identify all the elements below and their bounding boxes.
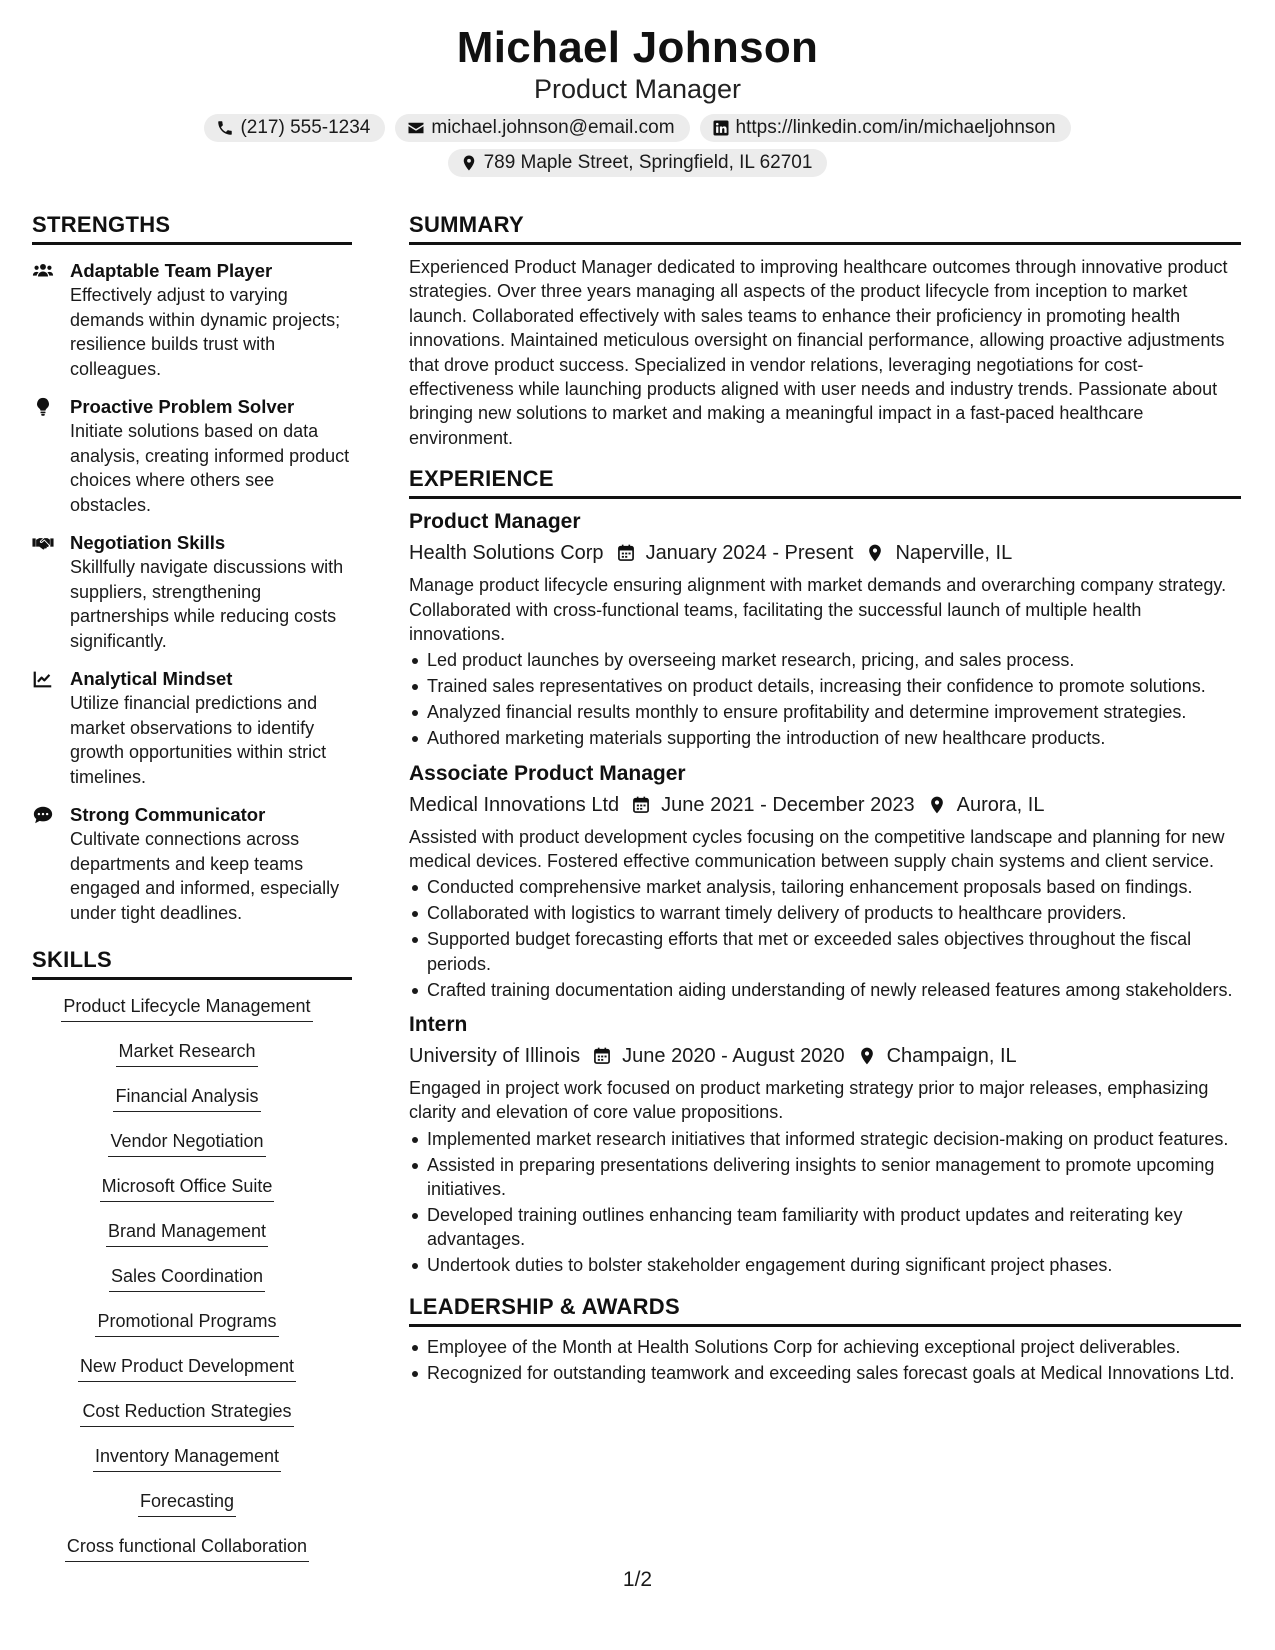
address-row [0, 149, 1275, 177]
linkedin-icon [712, 119, 730, 137]
leadership-heading: LEADERSHIP & AWARDS [409, 1294, 1241, 1327]
job-title: Intern [409, 1012, 468, 1036]
left-column [32, 212, 352, 1579]
job-dates: June 2020 - August 2020 [622, 1044, 845, 1067]
job-location: Aurora, IL [956, 793, 1045, 816]
address-text: 789 Maple Street, Springfield, IL 62701 [483, 152, 813, 173]
skill-tag: New Product Development [78, 1354, 296, 1382]
calendar-icon [616, 543, 636, 563]
chart-line-icon [32, 668, 54, 690]
strength-desc: Initiate solutions based on data analysis, creating informed product choices where others see obstacles. [70, 421, 350, 515]
chat-bubble-icon [32, 804, 54, 826]
job-location: Naperville, IL [895, 542, 1013, 565]
strength-desc: Skillfully navigate discussions with suppliers, strengthening partnerships while reducing costs significantly. [70, 557, 344, 651]
candidate-role: Product Manager [533, 74, 742, 104]
location-pin-icon [460, 154, 478, 172]
bullet-item: Assisted in preparing presentations delivering insights to senior management to promote upcoming initiatives. [427, 1153, 1241, 1202]
bullet-item: Trained sales representatives on product details, increasing their confidence to promote solutions. [427, 674, 1241, 698]
bullet-item: Led product launches by overseeing market research, pricing, and sales process. [427, 648, 1241, 672]
location-pin-icon [927, 795, 947, 815]
bullet-item: Authored marketing materials supporting the introduction of new healthcare products. [427, 726, 1241, 750]
job-description: Assisted with product development cycles focusing on the competitive landscape and planning for new medical devices. Fostered effective communication between supply chain systems and client service. [409, 826, 1225, 871]
bullet-item: Undertook duties to bolster stakeholder engagement during significant project phases. [427, 1253, 1241, 1277]
email-text: michael.johnson@email.com [431, 117, 675, 138]
job-description: Engaged in project work focused on product marketing strategy prior to major releases, emphasizing clarity and elevation of core value propositions. [409, 1077, 1209, 1123]
bullet-item: Employee of the Month at Health Solutions Corp for achieving exceptional project deliverables. [427, 1335, 1241, 1359]
bullet-item: Analyzed financial results monthly to ensure profitability and determine improvement strategies. [427, 700, 1241, 724]
job-bullets [409, 1127, 1241, 1278]
strengths-heading: STRENGTHS [32, 212, 352, 245]
bullet-item: Recognized for outstanding teamwork and exceeding sales forecast goals at Medical Innovations Ltd. [427, 1361, 1241, 1385]
strength-item [32, 667, 352, 789]
skill-tag: Vendor Negotiation [108, 1129, 265, 1157]
calendar-icon [631, 795, 651, 815]
skill-tag: Brand Management [106, 1219, 268, 1247]
bullet-item: Developed training outlines enhancing team familiarity with product updates and reiterating key advantages. [427, 1203, 1241, 1252]
location-pin-icon [857, 1046, 877, 1066]
skill-tag: Cost Reduction Strategies [80, 1399, 293, 1427]
bullet-item: Supported budget forecasting efforts that met or exceeded sales objectives throughout the fiscal periods. [427, 927, 1241, 976]
lightbulb-icon [32, 396, 54, 418]
job-entry [409, 1012, 1241, 1278]
users-icon [32, 260, 54, 282]
skill-tag: Microsoft Office Suite [100, 1174, 275, 1202]
skill-tag: Sales Coordination [109, 1264, 265, 1292]
job-dates: June 2021 - December 2023 [661, 793, 915, 816]
email-pill[interactable] [395, 114, 689, 142]
contact-row [0, 114, 1275, 142]
job-title: Product Manager [409, 510, 581, 534]
strength-desc: Effectively adjust to varying demands within dynamic projects; resilience builds trust with colleagues. [70, 285, 341, 379]
skill-tag: Financial Analysis [113, 1084, 260, 1112]
strength-title: Proactive Problem Solver [70, 396, 295, 417]
experience-heading: EXPERIENCE [409, 466, 1241, 499]
strength-item [32, 803, 352, 925]
bullet-item: Collaborated with logistics to warrant timely delivery of products to healthcare providers. [427, 901, 1241, 925]
job-company: Medical Innovations Ltd [409, 793, 620, 816]
job-meta [409, 1043, 1241, 1069]
strength-title: Negotiation Skills [70, 532, 226, 553]
job-meta [409, 540, 1241, 566]
strength-item [32, 259, 352, 381]
handshake-icon [32, 532, 54, 554]
strength-title: Analytical Mindset [70, 668, 233, 689]
job-entry [409, 509, 1241, 750]
linkedin-pill[interactable] [700, 114, 1071, 142]
job-title: Associate Product Manager [409, 761, 686, 785]
job-company: Health Solutions Corp [409, 542, 604, 565]
right-column [409, 212, 1241, 1387]
skills-list [32, 994, 352, 1579]
leadership-bullets [409, 1335, 1241, 1385]
phone-pill[interactable] [204, 114, 385, 142]
summary-text: Experienced Product Manager dedicated to improving healthcare outcomes through innovative product strategies. Over three years managing all aspects of the product lifecycle from inception to market launch. Collaborated effectively with sales teams to enhance their proficiency in promoting health innovations. Maintained meticulous oversight on financial performance, allowing proactive adjustments that drove product success. Specialized in vendor relations, leveraging negotiations for cost-effectiveness while launching products aligned with user needs and industry trends. Passionate about bringing new solutions to market and making a meaningful impact in a fast-paced healthcare environment. [409, 257, 1228, 448]
strength-title: Strong Communicator [70, 804, 266, 825]
job-location: Champaign, IL [886, 1044, 1017, 1067]
strength-desc: Utilize financial predictions and market observations to identify growth opportunities within strict timelines. [70, 693, 327, 787]
job-bullets [409, 875, 1241, 1002]
job-description: Manage product lifecycle ensuring alignment with market demands and overarching company strategy. Collaborated with cross-functional teams, facilitating the successful launch of multiple health innovations. [409, 575, 1227, 645]
skill-tag: Cross functional Collaboration [65, 1534, 309, 1562]
strength-item [32, 531, 352, 653]
calendar-icon [592, 1046, 612, 1066]
skill-tag: Promotional Programs [95, 1309, 278, 1337]
phone-text: (217) 555-1234 [240, 117, 371, 138]
strength-item [32, 395, 352, 517]
job-entry [409, 761, 1241, 1002]
address-pill [448, 149, 828, 177]
job-bullets [409, 648, 1241, 750]
skill-tag: Market Research [116, 1039, 257, 1067]
candidate-name: Michael Johnson [456, 23, 819, 72]
skill-tag: Product Lifecycle Management [61, 994, 312, 1022]
envelope-icon [407, 119, 425, 137]
skill-tag: Forecasting [138, 1489, 236, 1517]
job-dates: January 2024 - Present [645, 542, 854, 565]
strength-desc: Cultivate connections across departments and keep teams engaged and informed, especially under tight deadlines. [70, 829, 340, 923]
location-pin-icon [865, 543, 885, 563]
phone-icon [216, 119, 234, 137]
summary-heading: SUMMARY [409, 212, 1241, 245]
page-number: 1/2 [622, 1568, 653, 1591]
strength-title: Adaptable Team Player [70, 260, 273, 281]
job-meta [409, 792, 1241, 818]
bullet-item: Conducted comprehensive market analysis, tailoring enhancement proposals based on findings. [427, 875, 1241, 899]
resume-header [0, 22, 1275, 177]
job-company: University of Illinois [409, 1044, 581, 1067]
skill-tag: Inventory Management [93, 1444, 281, 1472]
bullet-item: Implemented market research initiatives that informed strategic decision-making on product features. [427, 1127, 1241, 1151]
skills-heading: SKILLS [32, 947, 352, 980]
linkedin-text: https://linkedin.com/in/michaeljohnson [735, 117, 1056, 138]
bullet-item: Crafted training documentation aiding understanding of newly released features among stakeholders. [427, 978, 1241, 1002]
